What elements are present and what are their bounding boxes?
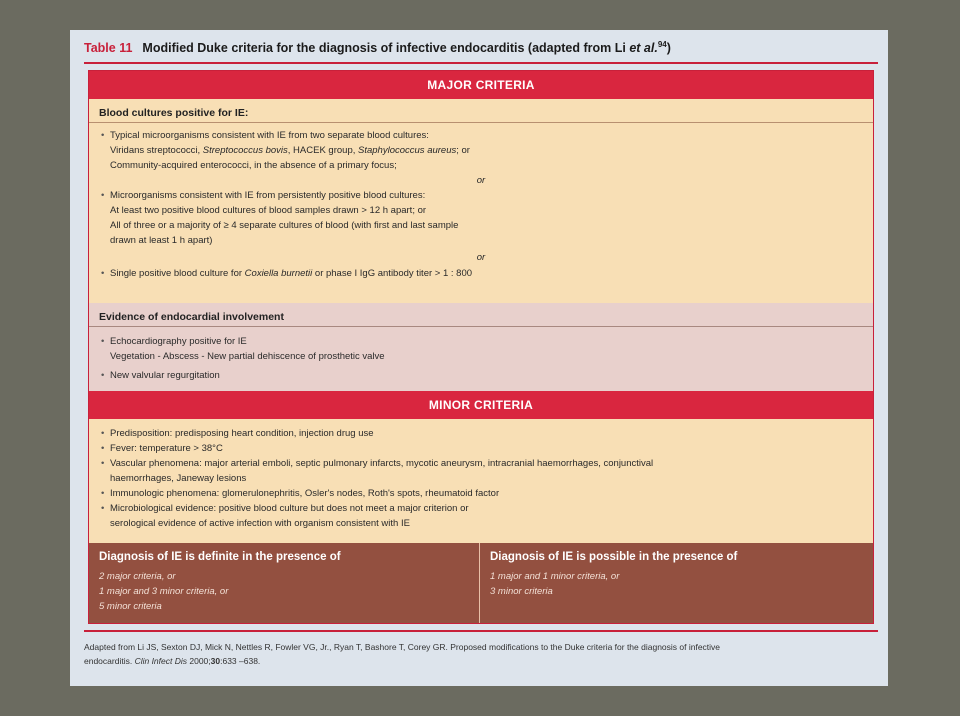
table-title-text: Modified Duke criteria for the diagnosis of infective endocarditis (adapted from Li [142, 41, 626, 56]
list-item: • Microbiological evidence: positive blood culture but does not meet a major criterion or [101, 503, 469, 514]
blood-cultures-section [89, 99, 873, 303]
bullet-icon: • [101, 443, 105, 454]
bullet-icon: • [101, 336, 105, 347]
bottom-rule [84, 630, 878, 632]
bullet-icon: • [101, 428, 105, 439]
list-item-continuation: Vegetation - Abscess - New partial dehiscence of prosthetic valve [110, 351, 385, 362]
list-item-continuation: serological evidence of active infection with organism consistent with IE [110, 518, 410, 529]
list-item: • Typical microorganisms consistent with IE from two separate blood cultures: [101, 130, 429, 141]
list-item: • Vascular phenomena: major arterial emboli, septic pulmonary infarcts, mycotic aneurysm, intracranial haemorrhages, conjunctival [101, 458, 654, 469]
endocardial-heading: Evidence of endocardial involvement [89, 307, 873, 327]
list-item: • Echocardiography positive for IE [101, 336, 247, 347]
blood-cultures-heading: Blood cultures positive for IE: [89, 103, 873, 123]
criteria-table [88, 70, 874, 624]
top-rule [84, 62, 878, 64]
major-criteria-header: MAJOR CRITERIA [89, 71, 873, 99]
diagnosis-definite-item: 2 major criteria, or [99, 571, 176, 582]
or-separator: or [476, 175, 486, 186]
minor-criteria-section [89, 419, 873, 543]
diagnosis-possible-panel [480, 543, 873, 623]
or-separator: or [476, 252, 486, 263]
list-item: • Microorganisms consistent with IE from persistently positive blood cultures: [101, 190, 426, 201]
table-footnote [84, 640, 884, 668]
table-page [70, 30, 888, 686]
minor-criteria-header: MINOR CRITERIA [89, 391, 873, 419]
list-item-continuation: haemorrhages, Janeway lesions [110, 473, 247, 484]
endocardial-section [89, 303, 873, 391]
table-title-close: ) [666, 41, 671, 56]
table-number: Table 11 [84, 41, 133, 56]
list-item: • New valvular regurgitation [101, 370, 220, 381]
list-item-continuation: All of three or a majority of ≥ 4 separate cultures of blood (with first and last sample [110, 220, 459, 231]
list-item: • Immunologic phenomena: glomerulonephritis, Osler's nodes, Roth's spots, rheumatoid factor [101, 488, 500, 499]
table-title-ref: 94 [657, 40, 667, 49]
diagnosis-possible-item: 1 major and 1 minor criteria, or [490, 571, 620, 582]
diagnosis-possible-title: Diagnosis of IE is possible in the presence of [490, 551, 738, 563]
bullet-icon: • [101, 130, 105, 141]
list-item-continuation: drawn at least 1 h apart) [110, 235, 213, 246]
bullet-icon: • [101, 488, 105, 499]
diagnosis-definite-panel [89, 543, 480, 623]
bullet-icon: • [101, 458, 105, 469]
table-title-et-al: et al. [629, 41, 658, 56]
table-title [84, 40, 874, 55]
diagnosis-definite-item: 5 minor criteria [99, 601, 162, 612]
diagnosis-definite-title: Diagnosis of IE is definite in the presence of [99, 551, 341, 563]
list-item: • Single positive blood culture for Coxiella burnetii or phase I IgG antibody titer > 1 : 800 [101, 268, 473, 279]
diagnosis-possible-item: 3 minor criteria [490, 586, 553, 597]
list-item-continuation: Community-acquired enterococci, in the absence of a primary focus; [110, 160, 397, 171]
footnote-line-2: endocarditis. Clin Infect Dis 2000;30:633 –638. [84, 656, 261, 666]
diagnosis-definite-item: 1 major and 3 minor criteria, or [99, 586, 229, 597]
list-item-continuation: At least two positive blood cultures of blood samples drawn > 12 h apart; or [110, 205, 427, 216]
list-item: • Fever: temperature > 38°C [101, 443, 223, 454]
footnote-line-1: Adapted from Li JS, Sexton DJ, Mick N, Nettles R, Fowler VG, Jr., Ryan T, Bashore T, Corey GR. Proposed modifications to the Duke criteria for the diagnosis of infective [84, 642, 721, 652]
bullet-icon: • [101, 503, 105, 514]
list-item-continuation: Viridans streptococci, Streptococcus bovis, HACEK group, Staphylococcus aureus; or [110, 145, 470, 156]
bullet-icon: • [101, 370, 105, 381]
list-item: • Predisposition: predisposing heart condition, injection drug use [101, 428, 374, 439]
bullet-icon: • [101, 190, 105, 201]
bullet-icon: • [101, 268, 105, 279]
